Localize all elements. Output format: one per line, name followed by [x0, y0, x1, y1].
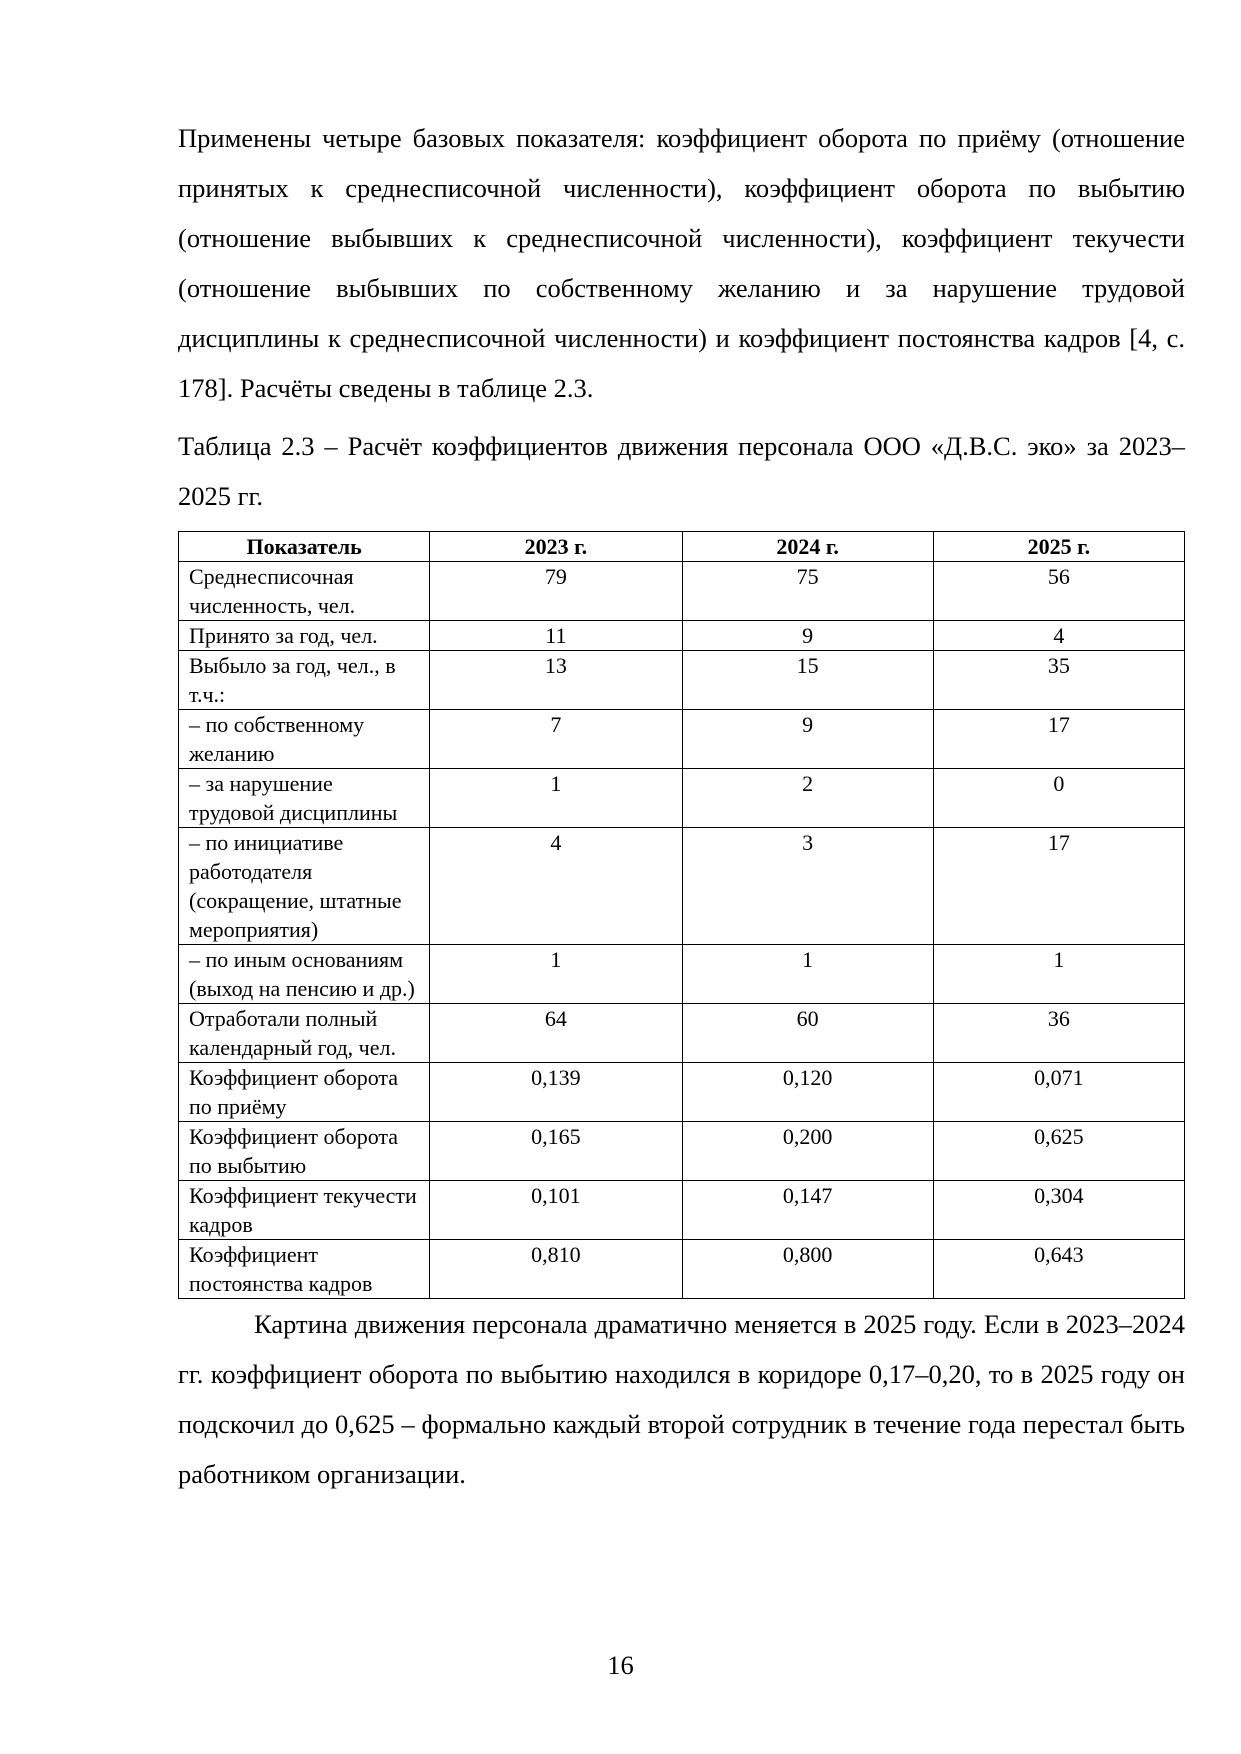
row-label: Среднесписочная численность, чел. — [179, 562, 430, 621]
table-row — [179, 651, 1185, 710]
personnel-movement-table — [178, 531, 1185, 1299]
value-2023: 0,810 — [430, 1240, 682, 1299]
page-number: 16 — [607, 1650, 634, 1680]
value-2023: 7 — [430, 710, 682, 769]
intro-paragraph: Применены четыре базовых показателя: коэффициент оборота по приёму (отношение принятых к среднесписочной численности), коэффициент оборота по выбытию (отношение выбывших к среднесписочной численности), коэффициент текучести (отношение выбывших по собственному желанию и за нарушение трудовой дисциплины к среднесписочной численности) и коэффициент постоянства кадров [4, с. 178]. Расчёты сведены в таблице 2.3. — [178, 123, 1185, 403]
table-caption: Таблица 2.3 – Расчёт коэффициентов движения персонала ООО «Д.В.С. эко» за 2023–2025 гг. — [178, 431, 1185, 511]
header-2025: 2025 г. — [933, 532, 1184, 562]
value-2023: 4 — [430, 828, 682, 945]
value-2024: 0,800 — [682, 1240, 933, 1299]
value-2024: 3 — [682, 828, 933, 945]
value-2025: 56 — [933, 562, 1184, 621]
value-2024: 15 — [682, 651, 933, 710]
header-2023: 2023 г. — [430, 532, 682, 562]
table-header-row — [179, 532, 1185, 562]
value-2025: 1 — [933, 945, 1184, 1004]
value-2024: 60 — [682, 1004, 933, 1063]
row-label: – по собственному желанию — [179, 710, 430, 769]
value-2024: 0,147 — [682, 1181, 933, 1240]
row-label: Принято за год, чел. — [179, 621, 430, 651]
value-2025: 0,304 — [933, 1181, 1184, 1240]
page-content — [178, 113, 1185, 1499]
row-label: Выбыло за год, чел., в т.ч.: — [179, 651, 430, 710]
table-row — [179, 1004, 1185, 1063]
row-label: – по инициативе работодателя (сокращение, штатные мероприятия) — [179, 828, 430, 945]
value-2024: 9 — [682, 621, 933, 651]
analysis-paragraph: Картина движения персонала драматично меняется в 2025 году. Если в 2023–2024 гг. коэффициент оборота по выбытию находился в коридоре 0,17–0,20, то в 2025 году он подскочил до 0,625 – формально каждый второй сотрудник в течение года перестал быть работником организации. — [178, 1309, 1185, 1489]
value-2024: 2 — [682, 769, 933, 828]
table-row — [179, 1063, 1185, 1122]
table-row — [179, 1181, 1185, 1240]
value-2023: 13 — [430, 651, 682, 710]
value-2023: 0,139 — [430, 1063, 682, 1122]
value-2025: 0,643 — [933, 1240, 1184, 1299]
value-2023: 64 — [430, 1004, 682, 1063]
row-label: Отработали полный календарный год, чел. — [179, 1004, 430, 1063]
table-row — [179, 562, 1185, 621]
value-2024: 9 — [682, 710, 933, 769]
value-2025: 0,625 — [933, 1122, 1184, 1181]
table-row — [179, 621, 1185, 651]
value-2024: 0,200 — [682, 1122, 933, 1181]
table-row — [179, 710, 1185, 769]
value-2024: 75 — [682, 562, 933, 621]
table-row — [179, 1122, 1185, 1181]
table-row — [179, 945, 1185, 1004]
table-row — [179, 1240, 1185, 1299]
value-2024: 1 — [682, 945, 933, 1004]
row-label: – по иным основаниям (выход на пенсию и др.) — [179, 945, 430, 1004]
value-2025: 35 — [933, 651, 1184, 710]
table-row — [179, 769, 1185, 828]
header-indicator: Показатель — [179, 532, 430, 562]
value-2023: 11 — [430, 621, 682, 651]
value-2023: 0,101 — [430, 1181, 682, 1240]
value-2025: 17 — [933, 710, 1184, 769]
value-2023: 79 — [430, 562, 682, 621]
value-2023: 1 — [430, 769, 682, 828]
value-2025: 17 — [933, 828, 1184, 945]
row-label: – за нарушение трудовой дисциплины — [179, 769, 430, 828]
row-label: Коэффициент постоянства кадров — [179, 1240, 430, 1299]
header-2024: 2024 г. — [682, 532, 933, 562]
value-2025: 0,071 — [933, 1063, 1184, 1122]
value-2025: 4 — [933, 621, 1184, 651]
value-2024: 0,120 — [682, 1063, 933, 1122]
value-2025: 36 — [933, 1004, 1184, 1063]
value-2023: 0,165 — [430, 1122, 682, 1181]
value-2025: 0 — [933, 769, 1184, 828]
row-label: Коэффициент оборота по выбытию — [179, 1122, 430, 1181]
value-2023: 1 — [430, 945, 682, 1004]
table-row — [179, 828, 1185, 945]
row-label: Коэффициент оборота по приёму — [179, 1063, 430, 1122]
row-label: Коэффициент текучести кадров — [179, 1181, 430, 1240]
